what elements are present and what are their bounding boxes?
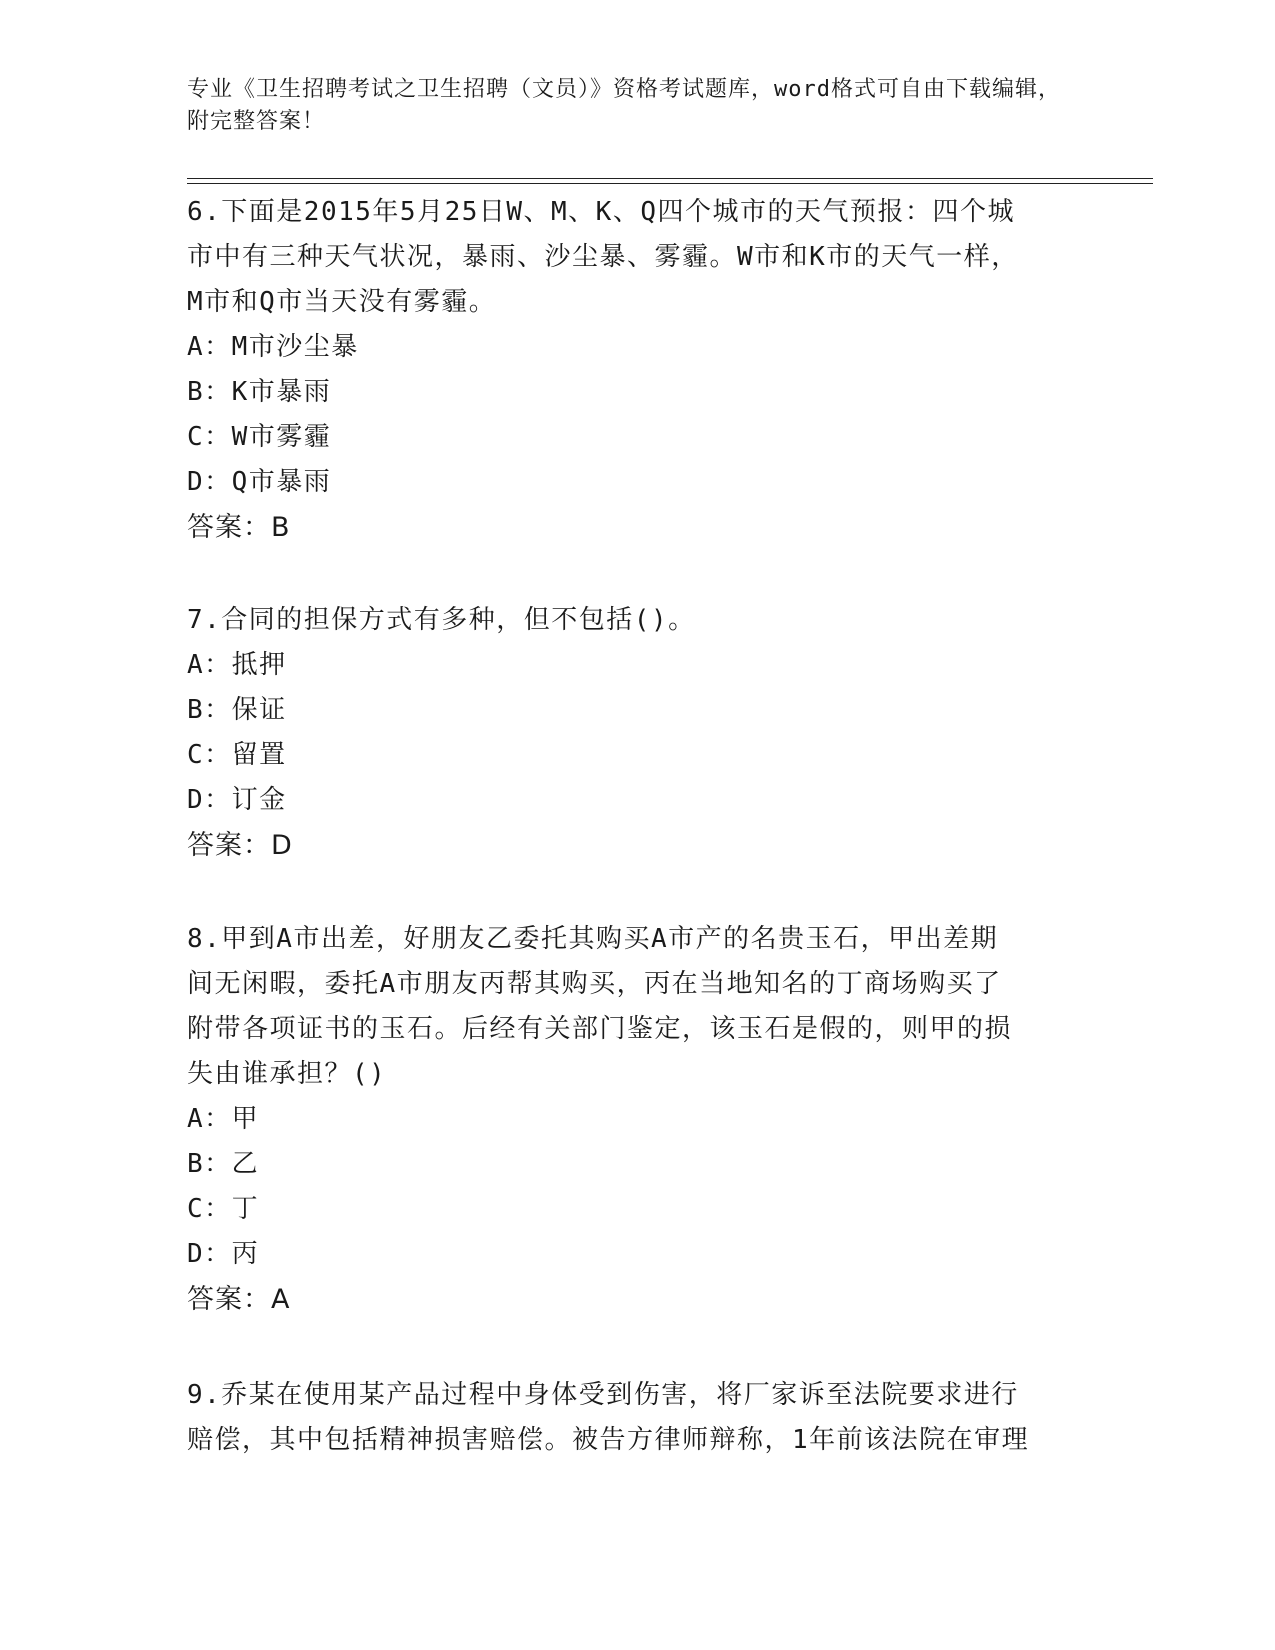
question-6: [187, 190, 1087, 550]
question-stem-line: 间无闲暇，委托A市朋友丙帮其购买，丙在当地知名的丁商场购买了: [187, 969, 1002, 999]
answer: 答案：A: [187, 1284, 291, 1315]
question-stem-line: M市和Q市当天没有雾霾。: [187, 287, 497, 317]
header-text: 专业《卫生招聘考试之卫生招聘（文员）》资格考试题库，word格式可自由下载编辑，附完整答案！: [187, 77, 1061, 134]
question-stem-line: 6.下面是2015年5月25日W、M、K、Q四个城市的天气预报：四个城: [187, 197, 1015, 227]
question-stem-line: 附带各项证书的玉石。后经有关部门鉴定，该玉石是假的，则甲的损: [187, 1014, 1013, 1044]
option-a: A：甲: [187, 1104, 260, 1134]
question-stem-line: 7.合同的担保方式有多种，但不包括()。: [187, 605, 696, 635]
question-9: [187, 1373, 1087, 1463]
question-stem-line: 市中有三种天气状况，暴雨、沙尘暴、雾霾。W市和K市的天气一样，: [187, 242, 1019, 272]
option-b: B：保证: [187, 695, 287, 725]
option-b: B：乙: [187, 1149, 260, 1179]
question-7: [187, 598, 1087, 868]
option-d: D：订金: [187, 785, 287, 815]
option-d: D：丙: [187, 1239, 260, 1269]
option-c: C：丁: [187, 1194, 260, 1224]
header-divider-bottom: [187, 183, 1153, 184]
option-a: A：抵押: [187, 650, 287, 680]
answer: 答案：D: [187, 830, 293, 861]
question-8: [187, 917, 1087, 1322]
option-d: D：Q市暴雨: [187, 467, 332, 497]
option-c: C：W市雾霾: [187, 422, 332, 452]
question-stem-line: 9.乔某在使用某产品过程中身体受到伤害，将厂家诉至法院要求进行: [187, 1380, 1019, 1410]
header-divider-top: [187, 178, 1153, 179]
question-stem-line: 赔偿，其中包括精神损害赔偿。被告方律师辩称，1年前该法院在审理: [187, 1425, 1030, 1455]
question-stem-line: 8.甲到A市出差，好朋友乙委托其购买A市产的名贵玉石，甲出差期: [187, 924, 999, 954]
option-b: B：K市暴雨: [187, 377, 332, 407]
option-a: A：M市沙尘暴: [187, 332, 359, 362]
answer: 答案：B: [187, 512, 291, 543]
option-c: C：留置: [187, 740, 287, 770]
document-header: [187, 74, 1077, 138]
question-stem-line: 失由谁承担？(): [187, 1059, 387, 1089]
